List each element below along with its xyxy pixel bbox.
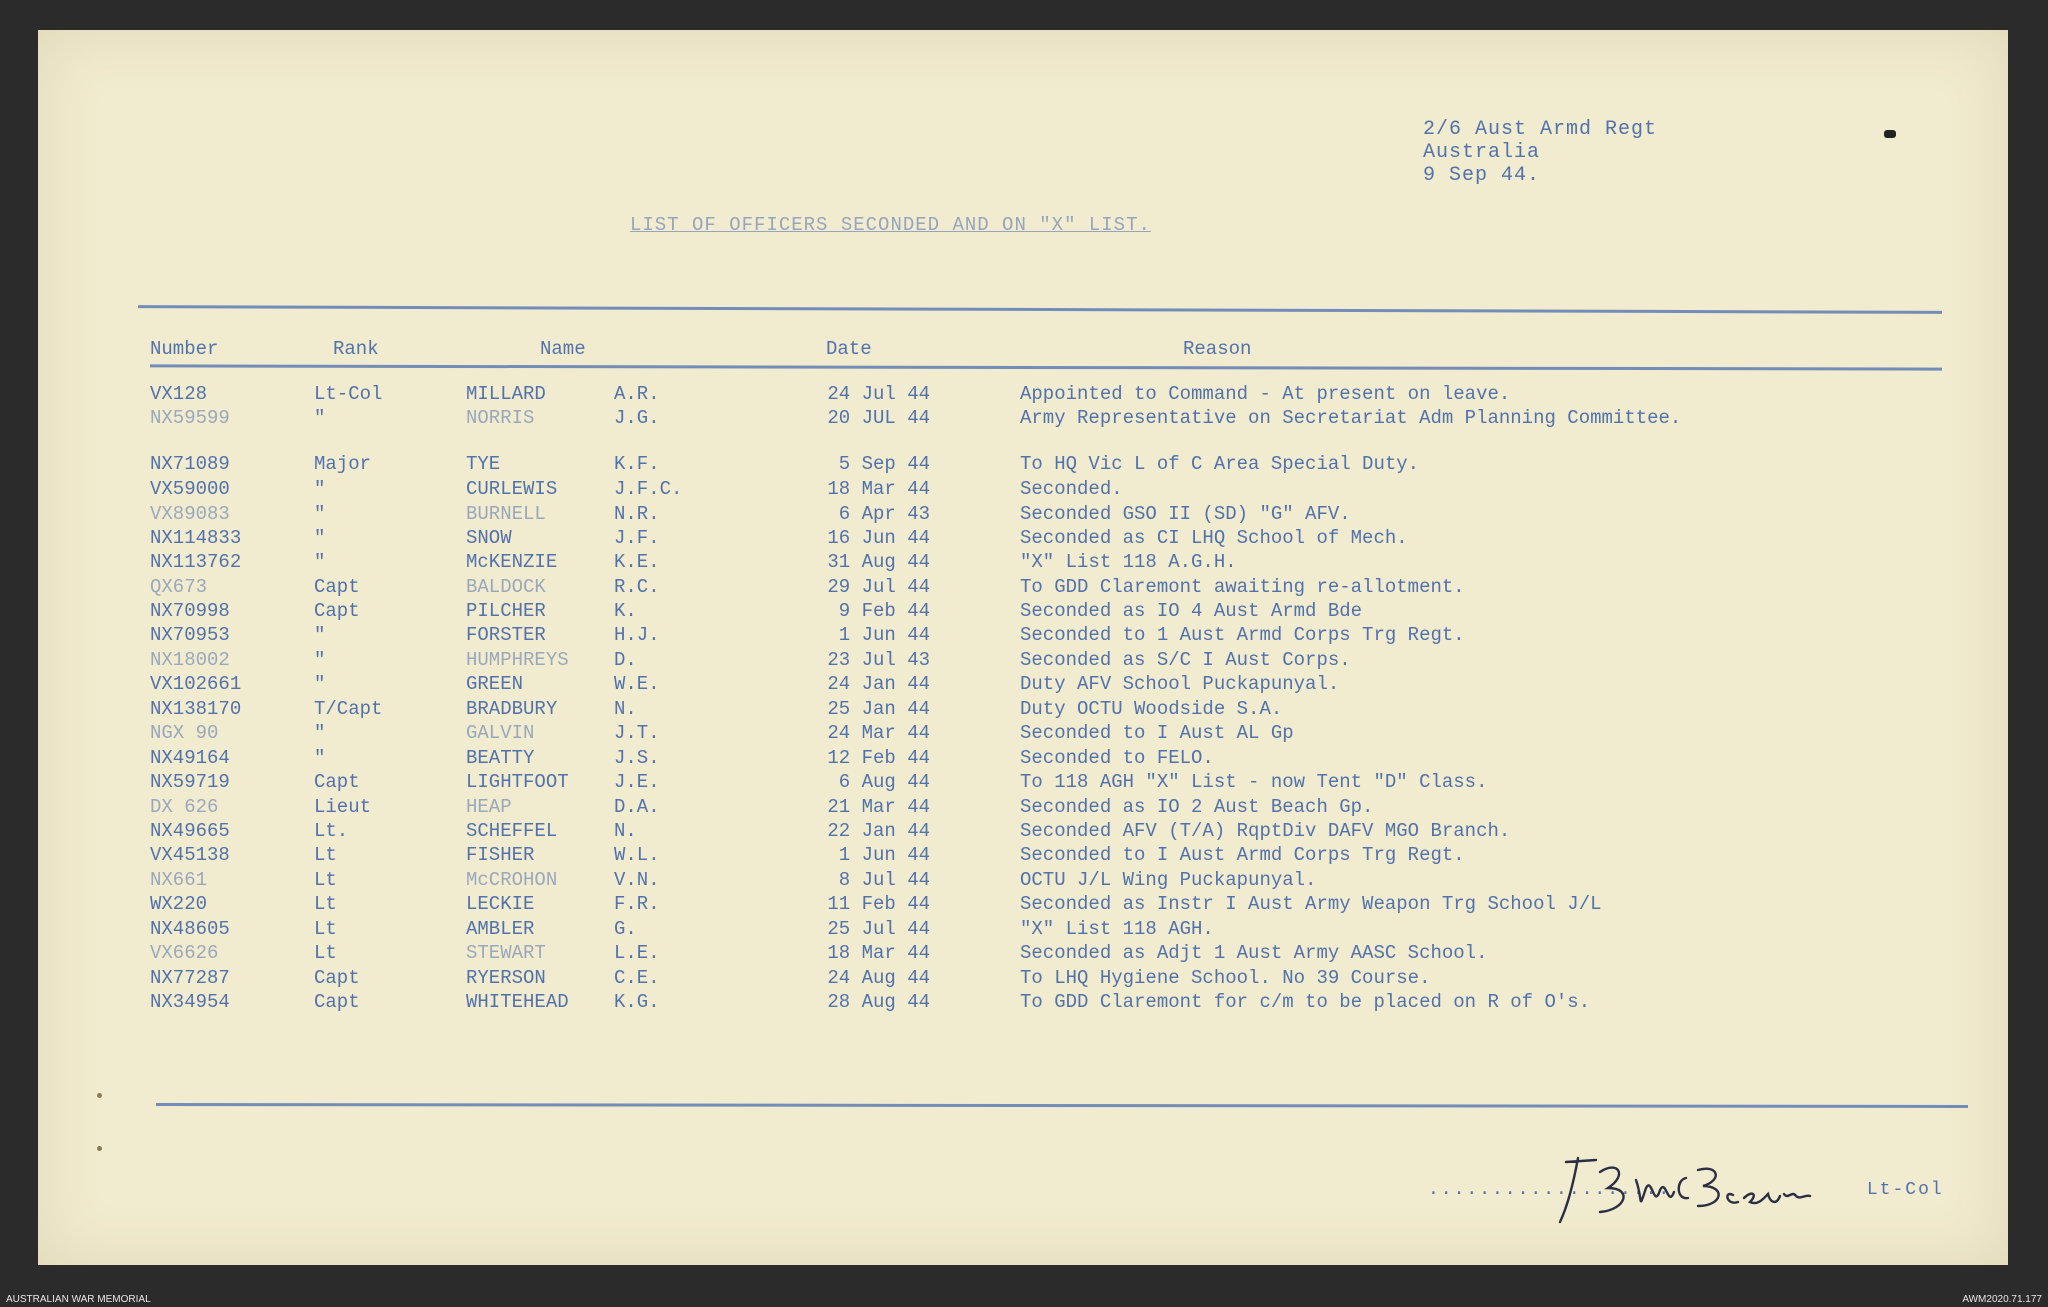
officer-surname: GREEN [466,673,524,695]
officer-rank: " [314,673,326,695]
officer-rank: Lt-Col [314,383,383,405]
officer-number: NX49665 [150,820,230,842]
document-date: 9 Sep 44. [1423,164,1541,187]
secondment-reason: Seconded as IO 4 Aust Armd Bde [1020,600,1363,622]
officer-surname: CURLEWIS [466,478,558,500]
officer-number: WX220 [150,893,208,915]
officer-rank: " [314,478,326,500]
pin-hole [97,1146,102,1151]
secondment-reason: Seconded as CI LHQ School of Mech. [1020,527,1408,549]
secondment-date: 16 Jun 44 [827,527,930,549]
table-row [0,771,2048,795]
officer-initials: K. [614,600,637,622]
officer-rank: Lt [314,844,337,866]
officer-initials: D.A. [614,796,660,818]
secondment-date: 24 Jan 44 [827,673,930,695]
officer-number: VX59000 [150,478,230,500]
table-row [0,796,2048,820]
officer-rank: Capt [314,991,360,1013]
officer-initials: R.C. [614,576,660,598]
secondment-reason: "X" List 118 AGH. [1020,918,1214,940]
officer-surname: BEATTY [466,747,535,769]
officer-number: NX49164 [150,747,230,769]
location: Australia [1423,141,1541,164]
officer-surname: HUMPHREYS [466,649,569,671]
secondment-reason: To GDD Claremont for c/m to be placed on R of O's. [1020,991,1591,1013]
officer-surname: FISHER [466,844,535,866]
officer-initials: W.E. [614,673,660,695]
secondment-reason: Duty OCTU Woodside S.A. [1020,698,1283,720]
officer-number: NX18002 [150,649,230,671]
officer-surname: BURNELL [466,503,546,525]
officer-surname: McCROHON [466,869,558,891]
officer-number: NX113762 [150,551,242,573]
table-row [0,478,2048,502]
officer-number: VX89083 [150,503,230,525]
officer-surname: FORSTER [466,624,546,646]
secondment-date: 25 Jan 44 [827,698,930,720]
secondment-reason: Seconded as S/C I Aust Corps. [1020,649,1351,671]
table-row [0,820,2048,844]
officer-initials: J.F.C. [614,478,683,500]
officer-initials: W.L. [614,844,660,866]
officer-surname: SCHEFFEL [466,820,558,842]
officer-rank: Lt. [314,820,349,842]
table-row [0,673,2048,697]
secondment-reason: Seconded to I Aust AL Gp [1020,722,1294,744]
document-header [1423,118,1657,187]
secondment-date: 24 Mar 44 [827,722,930,744]
secondment-reason: Seconded as Adjt 1 Aust Army AASC School. [1020,942,1488,964]
table-row [0,893,2048,917]
secondment-reason: Seconded GSO II (SD) "G" AFV. [1020,503,1351,525]
secondment-date: 23 Jul 43 [827,649,930,671]
footer-reference: AWM2020.71.177 [1962,1294,2042,1305]
officer-number: NX59599 [150,407,230,429]
officer-initials: H.J. [614,624,660,646]
officer-surname: LIGHTFOOT [466,771,569,793]
secondment-reason: Appointed to Command - At present on leave. [1020,383,1511,405]
document-title: LIST OF OFFICERS SECONDED AND ON "X" LIST. [630,214,1151,236]
officer-number: NX34954 [150,991,230,1013]
officer-rank: T/Capt [314,698,383,720]
officer-rank: Major [314,453,372,475]
table-row [0,453,2048,477]
secondment-date: 18 Mar 44 [827,942,930,964]
secondment-date: 24 Aug 44 [827,967,930,989]
officer-number: NGX 90 [150,722,219,744]
secondment-date: 8 Jul 44 [838,869,930,891]
officer-initials: G. [614,918,637,940]
officer-number: NX77287 [150,967,230,989]
officer-surname: GALVIN [466,722,535,744]
officer-initials: N. [614,820,637,842]
officer-rank: Lt [314,893,337,915]
secondment-date: 20 JUL 44 [827,407,930,429]
officer-number: VX6626 [150,942,219,964]
officer-initials: F.R. [614,893,660,915]
table-row [0,698,2048,722]
officer-initials: J.S. [614,747,660,769]
officer-rank: " [314,649,326,671]
table-row [0,869,2048,893]
officer-initials: J.F. [614,527,660,549]
officer-rank: Capt [314,576,360,598]
secondment-reason: Seconded to FELO. [1020,747,1214,769]
secondment-reason: Seconded. [1020,478,1123,500]
table-row [0,649,2048,673]
table-row [0,551,2048,575]
signature-dots: ................... [1428,1180,1672,1200]
secondment-date: 25 Jul 44 [827,918,930,940]
officer-rank: " [314,503,326,525]
ink-mark [1884,130,1896,138]
officer-rank: Lt [314,918,337,940]
table-row [0,576,2048,600]
officer-initials: A.R. [614,383,660,405]
table-row [0,624,2048,648]
officer-rank: " [314,722,326,744]
secondment-reason: To 118 AGH "X" List - now Tent "D" Class. [1020,771,1488,793]
secondment-reason: To HQ Vic L of C Area Special Duty. [1020,453,1420,475]
officer-number: VX45138 [150,844,230,866]
officer-surname: BALDOCK [466,576,546,598]
table-row [0,503,2048,527]
table-row [0,722,2048,746]
secondment-date: 11 Feb 44 [827,893,930,915]
officer-rank: Lt [314,942,337,964]
officer-rank: " [314,624,326,646]
officer-surname: MILLARD [466,383,546,405]
officer-number: NX661 [150,869,208,891]
officer-surname: STEWART [466,942,546,964]
officer-rank: Capt [314,967,360,989]
secondment-reason: To LHQ Hygiene School. No 39 Course. [1020,967,1431,989]
officer-number: NX71089 [150,453,230,475]
officer-number: NX48605 [150,918,230,940]
officer-initials: L.E. [614,942,660,964]
col-reason: Reason [1183,338,1252,360]
table-row [0,967,2048,991]
officer-initials: J.E. [614,771,660,793]
officer-number: VX128 [150,383,208,405]
officer-number: NX114833 [150,527,242,549]
pin-hole [97,1093,102,1098]
secondment-date: 24 Jul 44 [827,383,930,405]
officer-rank: " [314,527,326,549]
officer-number: VX102661 [150,673,242,695]
officer-initials: J.T. [614,722,660,744]
secondment-reason: Duty AFV School Puckapunyal. [1020,673,1340,695]
officer-number: NX70998 [150,600,230,622]
secondment-date: 21 Mar 44 [827,796,930,818]
table-row [0,991,2048,1015]
officer-surname: HEAP [466,796,512,818]
officer-surname: McKENZIE [466,551,558,573]
col-number: Number [150,338,219,360]
footer-archive: AUSTRALIAN WAR MEMORIAL [6,1294,151,1305]
officer-surname: TYE [466,453,501,475]
officer-rank: Lt [314,869,337,891]
secondment-reason: Seconded as IO 2 Aust Beach Gp. [1020,796,1374,818]
table-row [0,844,2048,868]
officer-initials: N.R. [614,503,660,525]
secondment-date: 31 Aug 44 [827,551,930,573]
officer-surname: NORRIS [466,407,535,429]
officer-initials: K.E. [614,551,660,573]
secondment-reason: Army Representative on Secretariat Adm Planning Committee. [1020,407,1682,429]
table-row [0,600,2048,624]
officer-surname: AMBLER [466,918,535,940]
officer-surname: RYERSON [466,967,546,989]
officer-initials: K.G. [614,991,660,1013]
secondment-date: 29 Jul 44 [827,576,930,598]
col-date: Date [826,338,872,360]
col-rank: Rank [333,338,379,360]
officer-surname: BRADBURY [466,698,558,720]
officer-initials: C.E. [614,967,660,989]
officer-number: NX138170 [150,698,242,720]
table-row [0,527,2048,551]
officer-rank: Capt [314,600,360,622]
table-row [0,918,2048,942]
secondment-reason: "X" List 118 A.G.H. [1020,551,1237,573]
secondment-date: 6 Aug 44 [838,771,930,793]
handwritten-signature [1548,1150,1838,1230]
signatory-rank: Lt-Col [1866,1180,1944,1200]
secondment-date: 18 Mar 44 [827,478,930,500]
officer-rank: " [314,551,326,573]
officer-surname: LECKIE [466,893,535,915]
table-row [0,942,2048,966]
table-row [0,407,2048,431]
secondment-date: 5 Sep 44 [838,453,930,475]
col-name: Name [540,338,586,360]
secondment-date: 6 Apr 43 [838,503,930,525]
officer-number: QX673 [150,576,208,598]
officer-rank: " [314,407,326,429]
officer-initials: N. [614,698,637,720]
secondment-reason: Seconded to 1 Aust Armd Corps Trg Regt. [1020,624,1465,646]
officer-number: DX 626 [150,796,219,818]
secondment-reason: Seconded as Instr I Aust Army Weapon Trg School J/L [1020,893,1602,915]
secondment-reason: To GDD Claremont awaiting re-allotment. [1020,576,1465,598]
table-row [0,383,2048,407]
officer-initials: K.F. [614,453,660,475]
secondment-date: 22 Jan 44 [827,820,930,842]
secondment-reason: OCTU J/L Wing Puckapunyal. [1020,869,1317,891]
unit-name: 2/6 Aust Armd Regt [1423,118,1658,141]
officer-initials: V.N. [614,869,660,891]
officer-rank: Capt [314,771,360,793]
secondment-date: 1 Jun 44 [838,844,930,866]
officer-surname: SNOW [466,527,512,549]
table-row [0,747,2048,771]
secondment-reason: Seconded to I Aust Armd Corps Trg Regt. [1020,844,1465,866]
officer-surname: WHITEHEAD [466,991,569,1013]
officer-initials: J.G. [614,407,660,429]
secondment-reason: Seconded AFV (T/A) RqptDiv DAFV MGO Branch. [1020,820,1511,842]
officer-number: NX70953 [150,624,230,646]
secondment-date: 28 Aug 44 [827,991,930,1013]
officer-rank: " [314,747,326,769]
officer-initials: D. [614,649,637,671]
secondment-date: 1 Jun 44 [838,624,930,646]
officer-number: NX59719 [150,771,230,793]
officer-rank: Lieut [314,796,372,818]
secondment-date: 9 Feb 44 [838,600,930,622]
secondment-date: 12 Feb 44 [827,747,930,769]
officer-surname: PILCHER [466,600,546,622]
